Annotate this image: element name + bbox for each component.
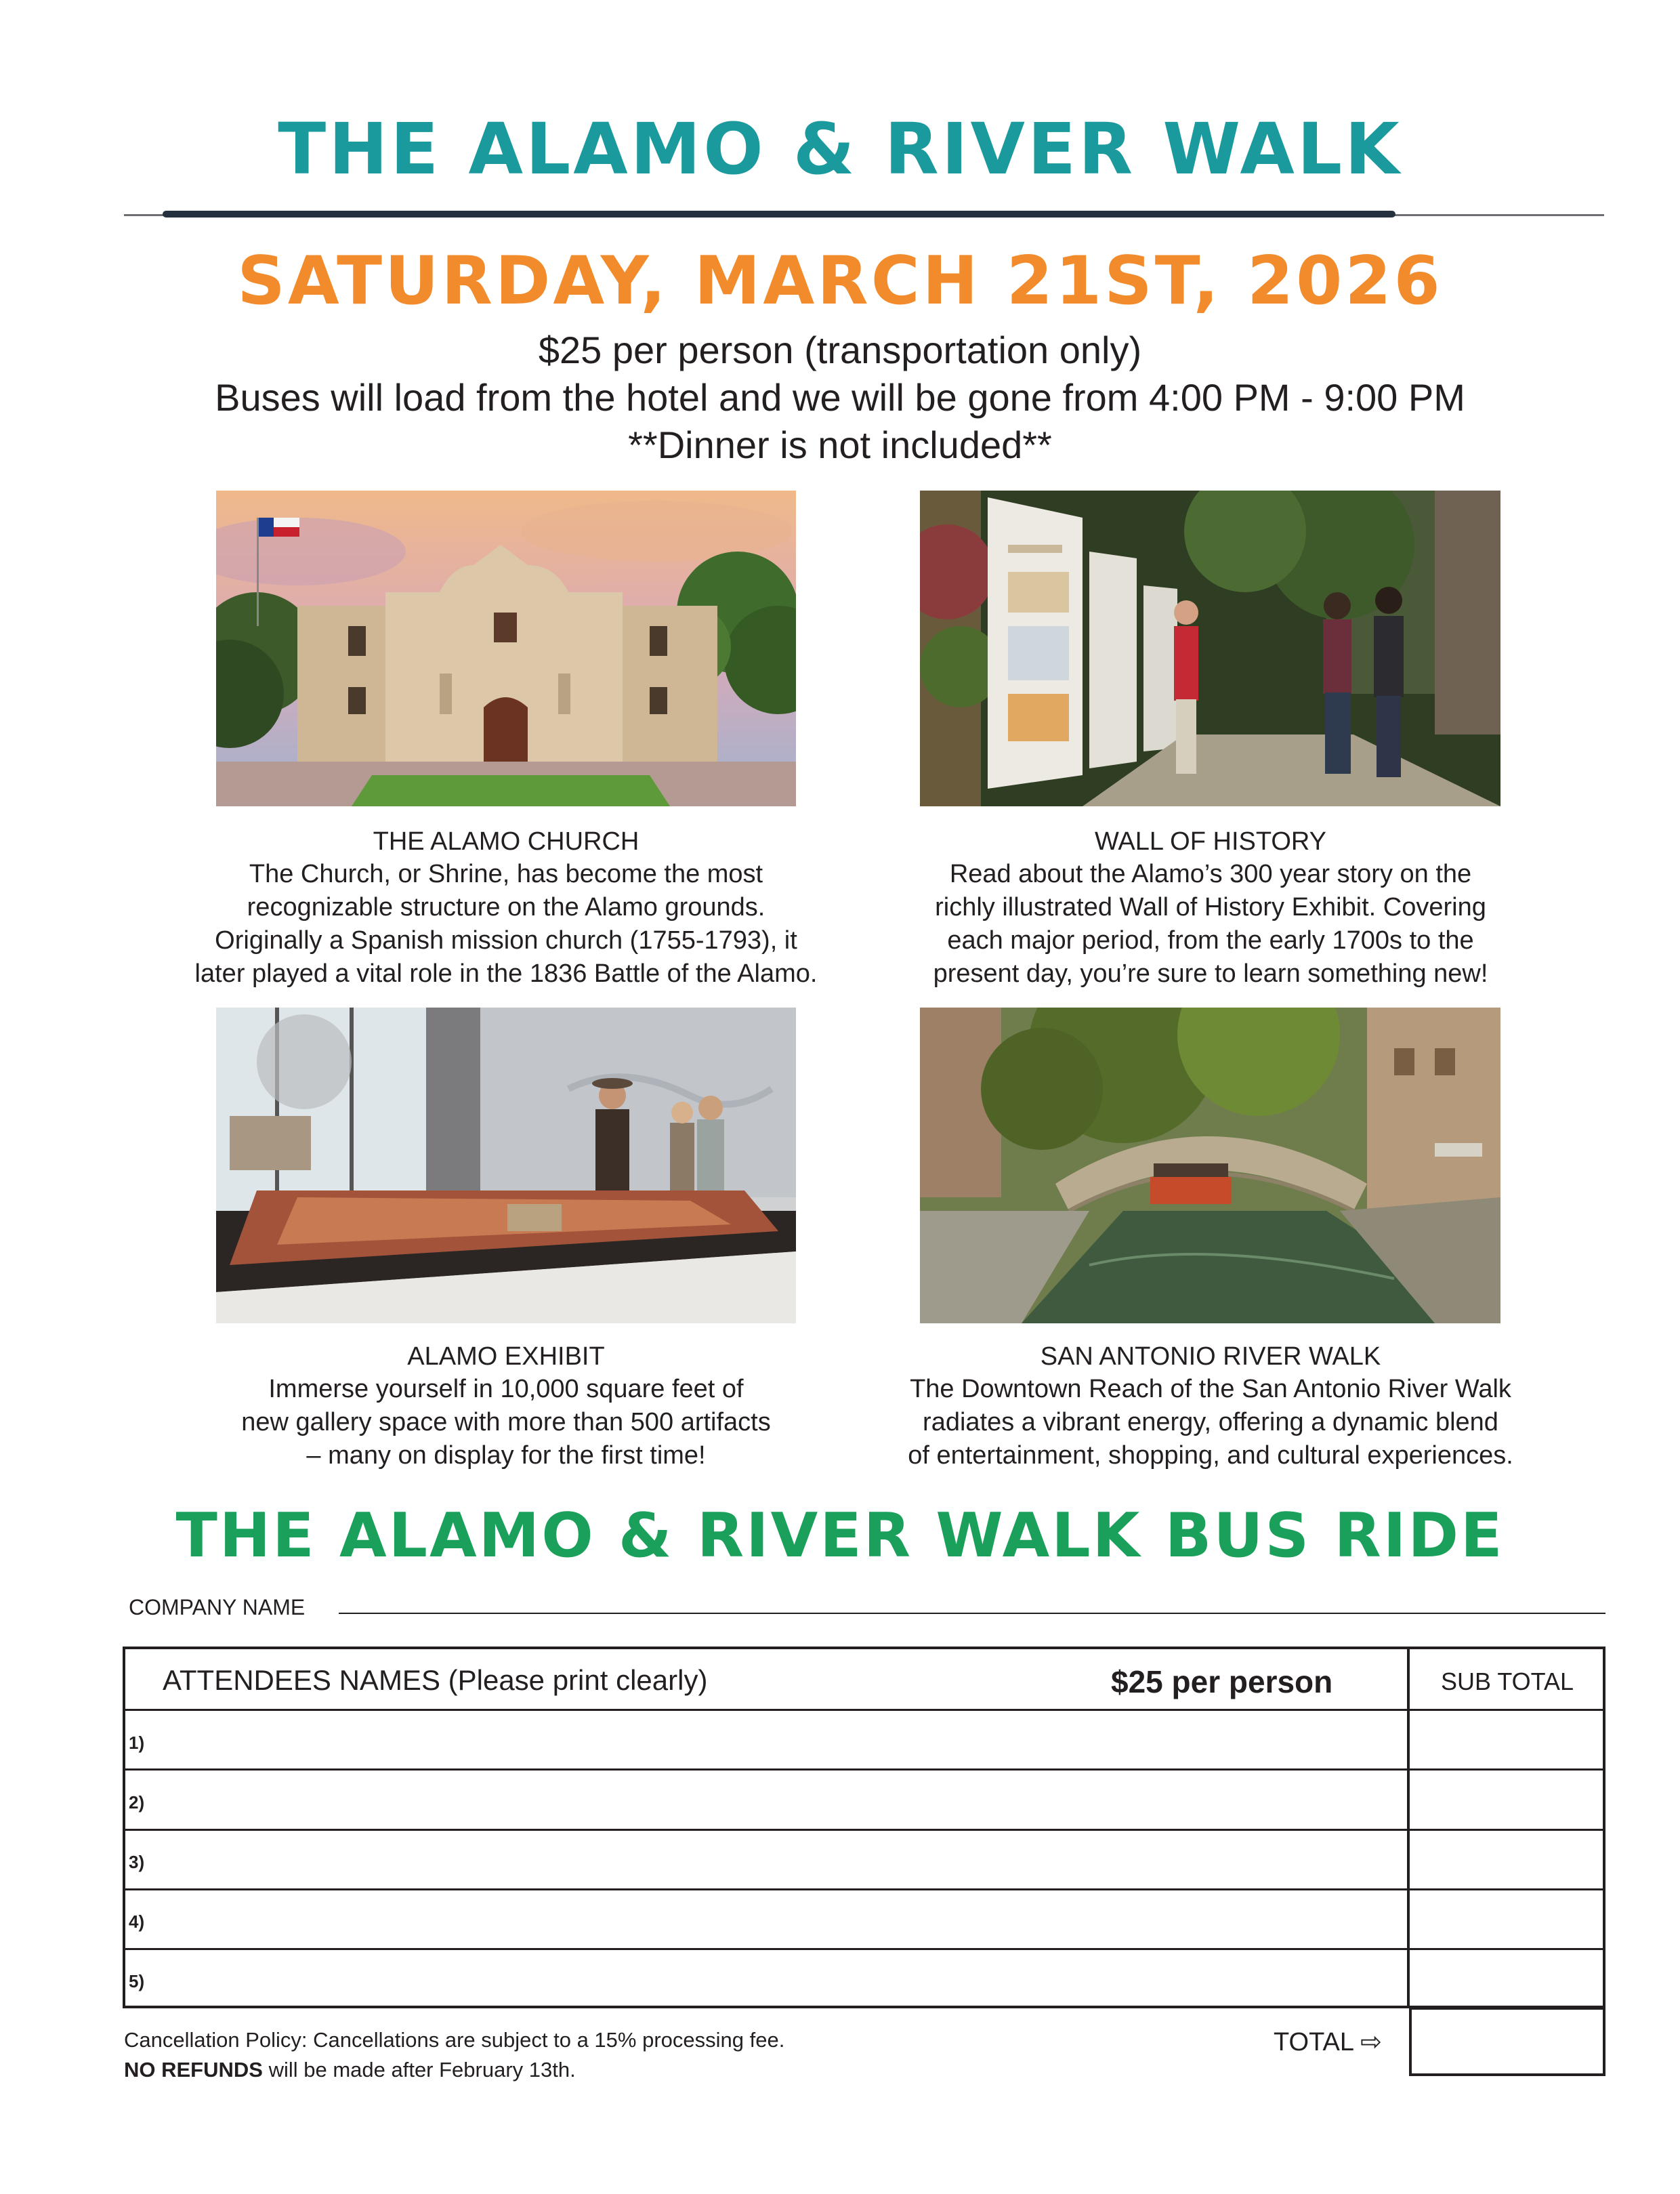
attendee-name-field-1[interactable]	[176, 1712, 1402, 1768]
price-header: $25 per person	[1111, 1664, 1333, 1699]
page-title: THE ALAMO & RIVER WALK	[278, 108, 1402, 190]
caption-line: of entertainment, shopping, and cultural experiences.	[908, 1441, 1513, 1470]
attendee-name-field-4[interactable]	[176, 1891, 1402, 1948]
arrow-right-icon: ⇨	[1360, 2028, 1382, 2056]
river-walk-photo	[920, 1008, 1500, 1323]
caption-line: new gallery space with more than 500 artifacts	[241, 1408, 771, 1436]
subtotal-header: SUB TOTAL	[1440, 1668, 1574, 1695]
caption-line: The Church, or Shrine, has become the most	[249, 860, 763, 888]
caption-line: later played a vital role in the 1836 Battle of the Alamo.	[194, 959, 818, 988]
row-number: 3)	[129, 1852, 145, 1872]
attendees-header	[163, 1661, 707, 1699]
table-divider	[123, 1948, 1605, 1950]
subtotal-field-1[interactable]	[1410, 1712, 1601, 1768]
caption-line: The Downtown Reach of the San Antonio River Walk	[910, 1375, 1511, 1403]
caption-body-wall-of-history	[867, 858, 1554, 991]
caption-line: present day, you’re sure to learn something new!	[933, 959, 1488, 988]
caption-line: radiates a vibrant energy, offering a dynamic blend	[923, 1408, 1498, 1436]
caption-body-river-walk	[867, 1373, 1554, 1472]
attendee-name-field-5[interactable]	[176, 1951, 1402, 2006]
attendee-name-field-2[interactable]	[176, 1771, 1402, 1828]
caption-line: richly illustrated Wall of History Exhibit. Covering	[935, 893, 1486, 922]
cancellation-policy: Cancellation Policy: Cancellations are subject to a 15% processing fee.	[124, 2028, 785, 2052]
total-text: TOTAL	[1274, 2028, 1353, 2056]
wall-of-history-photo	[920, 491, 1500, 806]
attendees-hint: (Please print clearly)	[448, 1664, 708, 1696]
caption-title-wall-of-history: WALL OF HISTORY	[1094, 827, 1327, 856]
caption-line: – many on display for the first time!	[306, 1441, 706, 1470]
dinner-line: **Dinner is not included**	[628, 423, 1052, 466]
row-number: 1)	[129, 1733, 145, 1753]
attendees-label: ATTENDEES NAMES	[163, 1664, 440, 1696]
caption-title-alamo-church: THE ALAMO CHURCH	[373, 827, 639, 856]
no-refunds-note	[124, 2056, 576, 2084]
subtotal-field-3[interactable]	[1410, 1831, 1601, 1888]
subtotal-field-4[interactable]	[1410, 1891, 1601, 1948]
alamo-exhibit-photo	[216, 1008, 796, 1323]
caption-line: Originally a Spanish mission church (1755-1793), it	[215, 926, 797, 955]
bus-line: Buses will load from the hotel and we will be gone from 4:00 PM - 9:00 PM	[215, 376, 1465, 419]
caption-line: recognizable structure on the Alamo grounds.	[247, 893, 765, 922]
caption-line: each major period, from the early 1700s to the	[947, 926, 1474, 955]
form-title: THE ALAMO & RIVER WALK BUS RIDE	[175, 1500, 1505, 1571]
table-divider	[123, 1709, 1605, 1711]
caption-body-alamo-church	[163, 858, 849, 991]
company-name-field[interactable]	[339, 1613, 1605, 1614]
row-number: 4)	[129, 1911, 145, 1932]
caption-line: Read about the Alamo’s 300 year story on the	[949, 860, 1472, 888]
table-column-divider	[1407, 1647, 1410, 2008]
row-number: 5)	[129, 1971, 145, 1991]
row-number: 2)	[129, 1792, 145, 1813]
event-date: SATURDAY, MARCH 21ST, 2026	[237, 243, 1443, 320]
subtotal-field-5[interactable]	[1410, 1951, 1601, 2006]
caption-title-river-walk: SAN ANTONIO RIVER WALK	[1040, 1342, 1381, 1371]
total-field[interactable]	[1409, 2007, 1605, 2076]
caption-title-alamo-exhibit: ALAMO EXHIBIT	[407, 1342, 605, 1371]
alamo-church-photo	[216, 491, 796, 806]
table-divider	[123, 1829, 1605, 1831]
caption-body-alamo-exhibit	[163, 1373, 849, 1472]
no-refunds-bold: NO REFUNDS	[124, 2058, 263, 2082]
table-divider	[123, 1888, 1605, 1890]
subtotal-field-2[interactable]	[1410, 1771, 1601, 1828]
no-refunds-rest: will be made after February 13th.	[262, 2058, 576, 2082]
table-divider	[123, 1768, 1605, 1771]
total-label	[1274, 2026, 1382, 2058]
company-name-label: COMPANY NAME	[129, 1595, 306, 1619]
attendee-name-field-3[interactable]	[176, 1831, 1402, 1888]
caption-line: Immerse yourself in 10,000 square feet of	[268, 1375, 744, 1403]
price-line: $25 per person (transportation only)	[538, 329, 1142, 371]
divider-thick	[163, 211, 1395, 218]
